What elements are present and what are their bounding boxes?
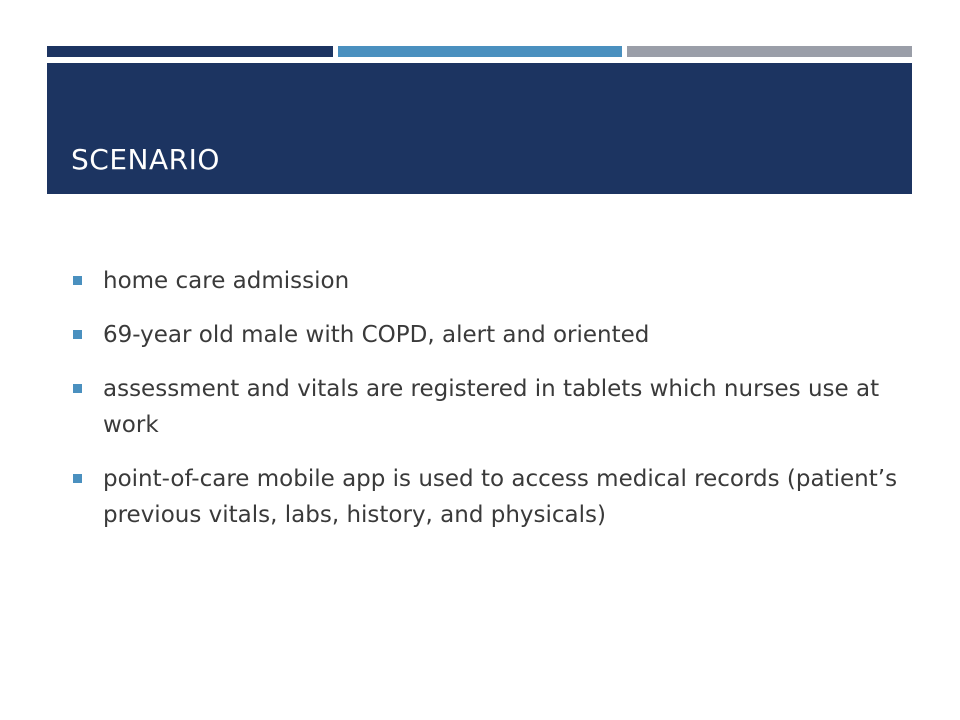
bullet-list [72,263,902,551]
bullet-text: 69-year old male with COPD, alert and oriented [103,322,650,348]
title-band [47,63,912,194]
bullet-item [72,263,902,299]
bullet-item [72,461,902,533]
accent-bar-gray [627,46,912,57]
bullet-text: home care admission [103,268,350,294]
bullet-text: point-of-care mobile app is used to access medical records (patient’s previous vitals, labs, history, and physicals) [103,466,898,528]
accent-bar-dark [47,46,333,57]
slide-title: SCENARIO [71,143,220,176]
bullet-item [72,317,902,353]
bullet-item [72,371,902,443]
bullet-text: assessment and vitals are registered in tablets which nurses use at work [103,376,880,438]
square-bullet-icon [73,330,82,339]
square-bullet-icon [73,276,82,285]
square-bullet-icon [73,474,82,483]
accent-bar-blue [338,46,622,57]
square-bullet-icon [73,384,82,393]
